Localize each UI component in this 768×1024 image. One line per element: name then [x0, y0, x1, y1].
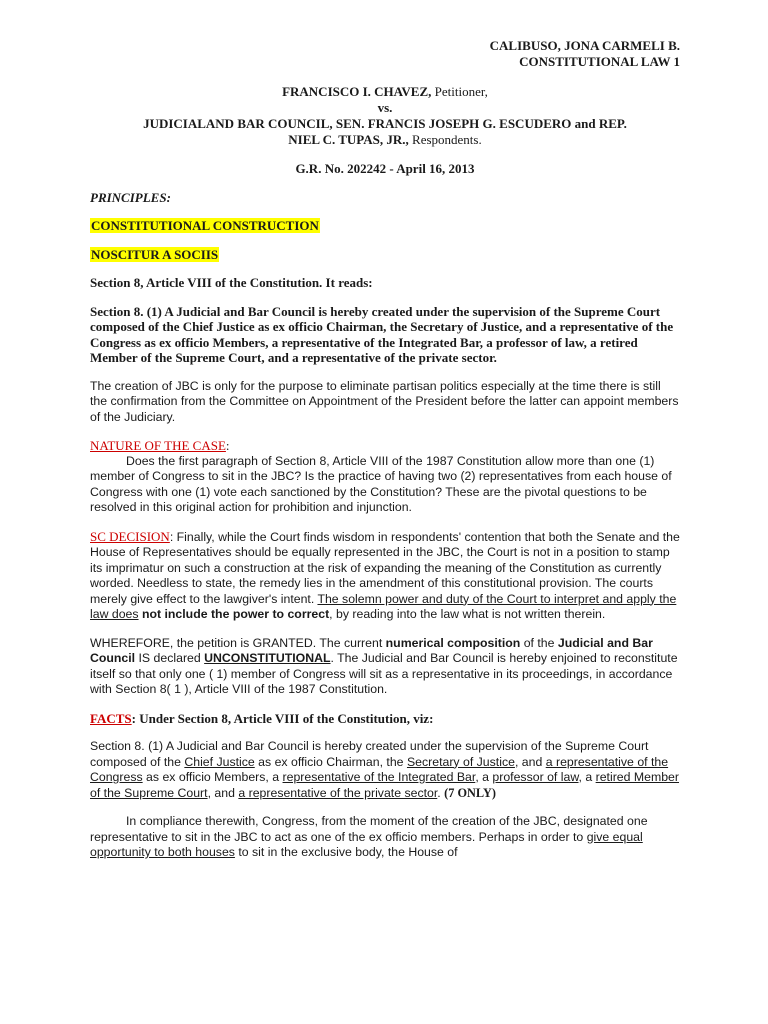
- facts-seven-only: (7 ONLY): [444, 785, 496, 800]
- facts-label: FACTS: [90, 710, 132, 726]
- compliance-t1: In compliance therewith, Congress, from the moment of the creation of the JBC, designated one representative to sit in the JBC to act as one of the ex officio members. Perhaps in order to: [90, 814, 648, 844]
- facts-t4: as ex officio Members, a: [142, 770, 283, 784]
- facts-t7: , and: [207, 785, 239, 800]
- facts-t3: , and: [514, 754, 546, 769]
- versus: vs.: [377, 100, 393, 115]
- nature-colon: :: [225, 438, 230, 453]
- header-block: [90, 38, 680, 70]
- sc-decision: [90, 529, 680, 623]
- decision-label: SC DECISION: [90, 528, 170, 544]
- wherefore-t4: . The Judicial and Bar Council is hereby enjoined to reconstitute itself so that only one ( 1) member of Congress will sit as a representative in its proceedings, in accordance with Section 8( 1 ), Article VIII of the 1987 Constitution.: [90, 651, 678, 696]
- compliance-t2: to sit in the exclusive body, the House of: [234, 845, 458, 859]
- gr-number: G.R. No. 202242 - April 16, 2013: [295, 161, 475, 176]
- facts-t5: , a: [475, 770, 493, 784]
- wherefore-paragraph: [90, 636, 680, 698]
- nature-of-case: [90, 438, 680, 516]
- petitioner-role: Petitioner,: [431, 84, 488, 99]
- wherefore-t1: WHEREFORE, the petition is GRANTED. The current: [90, 635, 386, 650]
- facts-heading: [90, 711, 680, 727]
- compliance-underlined: give equal opportunity to both houses: [90, 829, 643, 859]
- facts-u3: a representative of the Congress: [90, 754, 669, 784]
- respondents-name: NIEL C. TUPAS, JR.,: [288, 132, 409, 147]
- facts-t8: .: [437, 785, 445, 800]
- decision-text-1: : Finally, while the Court finds wisdom in respondents' contention that both the Senate and the House of Representatives should be equally represented in the JBC, the Court is not in a position to stamp its imprimatur on such a construction at the risk of expanding the meaning of the Constitution as currently worded. Needless to state, the remedy lies in the amendment of this constitutional provision. The courts merely give effect to the lawgiver's intent.: [90, 529, 680, 606]
- wherefore-unconstitutional: UNCONSTITUTIONAL: [204, 651, 331, 665]
- decision-text-2: , by reading into the law what is not written therein.: [329, 607, 606, 621]
- respondents-line-2: [90, 132, 680, 148]
- wherefore-b1: numerical composition: [385, 635, 521, 650]
- facts-t2: as ex officio Chairman, the: [254, 754, 407, 769]
- nature-text: Does the first paragraph of Section 8, Article VIII of the 1987 Constitution allow more than one (1) member of Congress to sit in the JBC? Is the practice of having two (2) representatives from each house of Congress with one (1) vote each sanctioned by the Constitution? These are the pivotal questions to be resolved in this original action for prohibition and injunction.: [90, 453, 672, 514]
- facts-heading-rest: : Under Section 8, Article VIII of the Constitution, viz:: [131, 710, 434, 726]
- wherefore-t2: of the: [520, 635, 558, 650]
- petitioner-line: [90, 84, 680, 100]
- nature-label: NATURE OF THE CASE: [90, 438, 226, 453]
- facts-u6: retired Member of the Supreme Court: [90, 770, 679, 800]
- wherefore-b2: Judicial and Bar Council: [90, 635, 653, 665]
- principles-label: PRINCIPLES:: [90, 189, 171, 205]
- compliance-paragraph: [90, 814, 680, 861]
- respondents-role: Respondents.: [408, 132, 482, 147]
- decision-bold: not include the power to correct: [138, 607, 330, 621]
- facts-u7: a representative of the private sector: [238, 785, 438, 800]
- facts-section-quote: [90, 739, 680, 801]
- nature-heading: [90, 438, 680, 454]
- respondents-line-1: JUDICIALAND BAR COUNCIL, SEN. FRANCIS JOSEPH G. ESCUDERO and REP.: [143, 116, 627, 131]
- wherefore-t3: IS declared: [135, 651, 205, 665]
- facts-t1: Section 8. (1) A Judicial and Bar Council is hereby created under the supervision of the Supreme Court composed of the: [90, 739, 649, 769]
- section-quote-bold: Section 8. (1) A Judicial and Bar Council is hereby created under the supervision of the Supreme Court composed of the Chief Justice as ex officio Chairman, the Secretary of Justice, and a representative of the Congress as ex officio Members, a representative of the Integrated Bar, a professor of law, a retired Member of the Supreme Court, and a representative of the private sector.: [90, 303, 674, 365]
- facts-u1: Chief Justice: [184, 754, 255, 769]
- facts-t6: , a: [578, 770, 596, 784]
- highlighted-principle-1: CONSTITUTIONAL CONSTRUCTION: [91, 218, 319, 233]
- document-body: [90, 38, 680, 861]
- highlighted-principle-2: NOSCITUR A SOCIIS: [91, 246, 219, 262]
- decision-underlined: The solemn power and duty of the Court to interpret and apply the law does: [90, 591, 677, 621]
- creation-paragraph: The creation of JBC is only for the purpose to eliminate partisan politics especially at the time there is still the confirmation from the Committee on Appointment of the President before the latter can appoint members of the Judiciary.: [90, 378, 679, 424]
- principle-item-2: [90, 247, 680, 263]
- principle-item-1: [90, 218, 680, 234]
- author-name: CALIBUSO, JONA CARMELI B.: [489, 38, 680, 53]
- facts-u2: Secretary of Justice: [406, 754, 515, 769]
- facts-u4: representative of the Integrated Bar: [282, 770, 476, 784]
- section-intro: Section 8, Article VIII of the Constitution. It reads:: [90, 275, 373, 290]
- petitioner-name: FRANCISCO I. CHAVEZ,: [282, 84, 432, 99]
- facts-u5: professor of law: [492, 770, 579, 784]
- course-name: CONSTITUTIONAL LAW 1: [519, 54, 680, 69]
- case-caption: [90, 84, 680, 148]
